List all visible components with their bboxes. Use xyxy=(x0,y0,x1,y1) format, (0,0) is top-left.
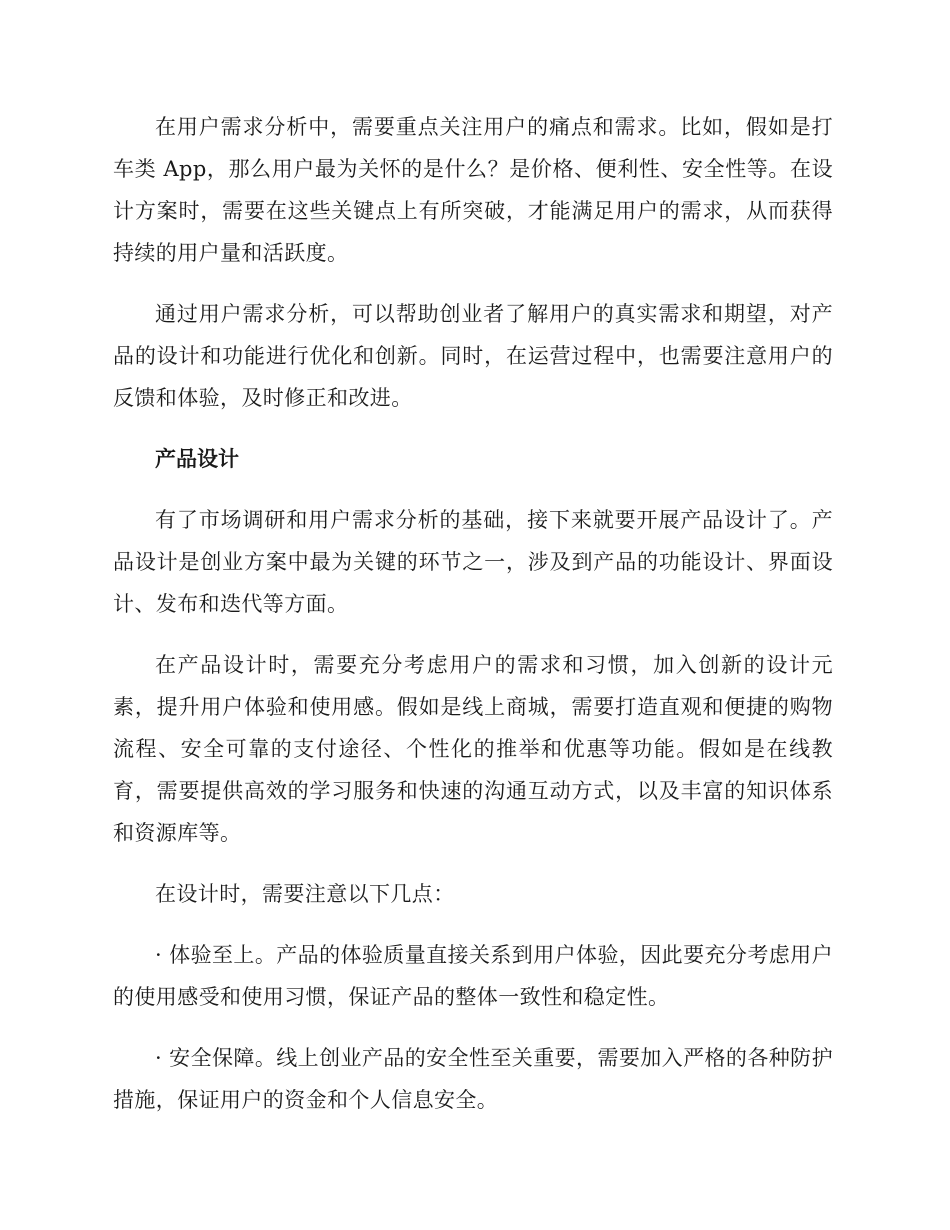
paragraph-product-design-details: 在产品设计时，需要充分考虑用户的需求和习惯，加入创新的设计元素，提升用户体验和使用感。假如是线上商城，需要打造直观和便捷的购物流程、安全可靠的支付途径、个性化的推举和优惠等功能。假如是在线教育，需要提供高效的学习服务和快速的沟通互动方式，以及丰富的知识体系和资源库等。 xyxy=(113,653,833,845)
paragraph-user-needs-benefit: 通过用户需求分析，可以帮助创业者了解用户的真实需求和期望，对产品的设计和功能进行优化和创新。同时，在运营过程中，也需要注意用户的反馈和体验，及时修正和改进。 xyxy=(113,302,833,410)
paragraph-product-design-intro: 有了市场调研和用户需求分析的基础，接下来就要开展产品设计了。产品设计是创业方案中最为关键的环节之一，涉及到产品的功能设计、界面设计、发布和迭代等方面。 xyxy=(113,508,833,616)
paragraph-user-needs-focus: 在用户需求分析中，需要重点关注用户的痛点和需求。比如，假如是打车类 App，那么用户最为关怀的是什么？是价格、便利性、安全性等。在设计方案时，需要在这些关键点上有所突破，才能满足用户的需求，从而获得持续的用户量和活跃度。 xyxy=(113,115,833,265)
paragraph-design-points-intro: 在设计时，需要注意以下几点： xyxy=(155,882,455,906)
document-page xyxy=(113,106,833,1140)
bullet-experience-first: · 体验至上。产品的体验质量直接关系到用户体验，因此要充分考虑用户的使用感受和使用习惯，保证产品的整体一致性和稳定性。 xyxy=(113,943,833,1009)
bullet-security-guarantee: · 安全保障。线上创业产品的安全性至关重要，需要加入严格的各种防护措施，保证用户的资金和个人信息安全。 xyxy=(113,1046,833,1112)
section-heading-product-design: 产品设计 xyxy=(155,447,239,471)
